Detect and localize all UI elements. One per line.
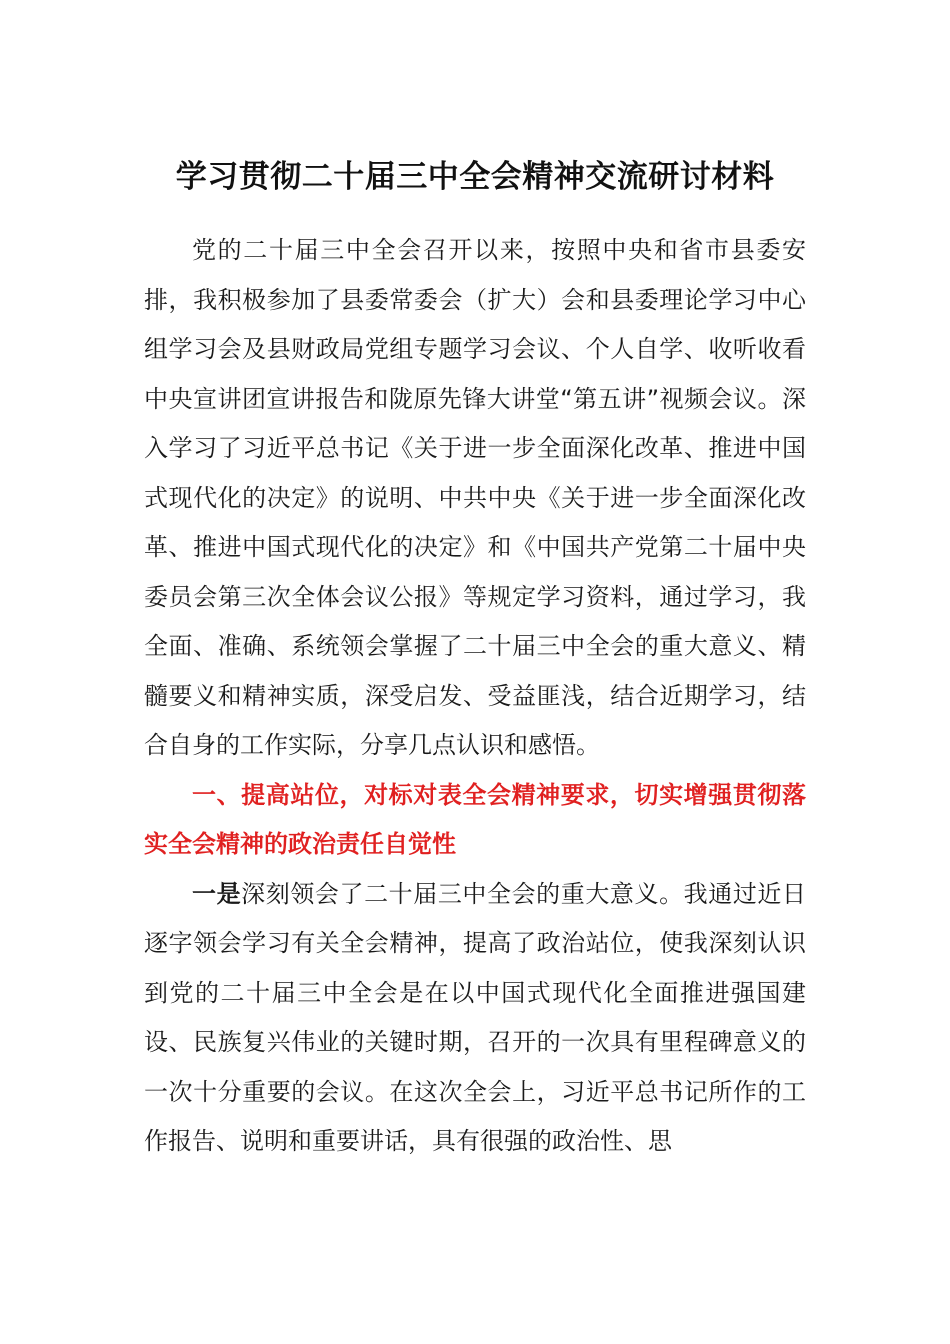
point-1-paragraph: [144, 870, 806, 1167]
point-1-text: 深刻领会了二十届三中全会的重大意义。我通过近日逐字领会学习有关全会精神，提高了政治站位，使我深刻认识到党的二十届三中全会是在以中国式现代化全面推进强国建设、民族复兴伟业的关键时期，召开的一次具有里程碑意义的一次十分重要的会议。在这次全会上，习近平总书记所作的工作报告、说明和重要讲话，具有很强的政治性、思: [144, 879, 807, 1155]
document-title: 学习贯彻二十届三中全会精神交流研讨材料: [175, 159, 775, 195]
section-1-heading: 一、提高站位，对标对表全会精神要求，切实增强贯彻落实全会精神的政治责任自觉性: [144, 780, 806, 858]
intro-paragraph: 党的二十届三中全会召开以来，按照中央和省市县委安排，我积极参加了县委常委会（扩大）会和县委理论学习中心组学习会及县财政局党组专题学习会议、个人自学、收听收看中央宣讲团宣讲报告和陇原先锋大讲堂“第五讲”视频会议。深入学习了习近平总书记《关于进一步全面深化改革、推进中国式现代化的决定》的说明、中共中央《关于进一步全面深化改革、推进中国式现代化的决定》和《中国共产党第二十届中央委员会第三次全体会议公报》等规定学习资料，通过学习，我全面、准确、系统领会掌握了二十届三中全会的重大意义、精髓要义和精神实质，深受启发、受益匪浅，结合近期学习，结合自身的工作实际，分享几点认识和感悟。: [144, 236, 806, 759]
document-body: [144, 226, 806, 1167]
point-1-lead: 一是: [192, 879, 242, 908]
